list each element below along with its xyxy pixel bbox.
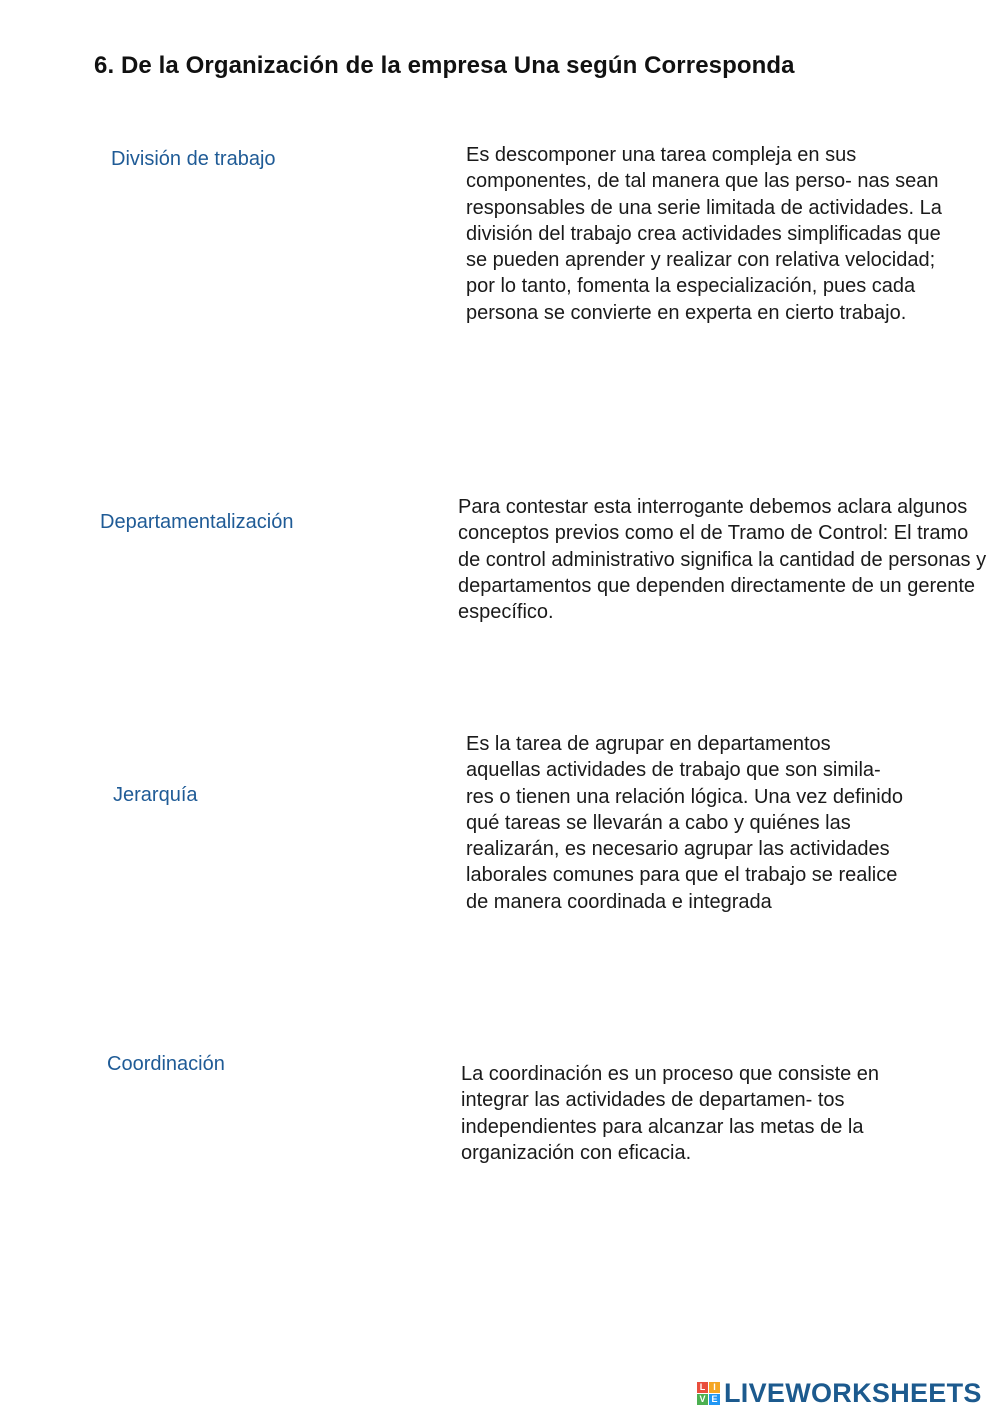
definition-2[interactable]: Para contestar esta interrogante debemos aclara algunos conceptos previos como el de Tramo de Control: El tramo de control administrativo significa la cantidad de personas y departamentos que dependen directamente de un gerente específico. — [458, 496, 987, 624]
term-departamentalizacion[interactable]: Departamentalización — [100, 511, 294, 533]
logo-mark-v: V — [697, 1394, 708, 1405]
logo-text: LIVEWORKSHEETS — [724, 1378, 982, 1408]
definition-3[interactable]: Es la tarea de agrupar en departamentos aquellas actividades de trabajo que son simila- res o tienen una relación lógica. Una vez definido qué tareas se llevarán a cabo y quiénes las realizarán, es necesario agrupar las actividades laborales comunes para que el trabajo se realice de manera coordinada e integrada — [466, 733, 903, 913]
liveworksheets-logo-icon — [697, 1382, 720, 1405]
definition-1[interactable]: Es descomponer una tarea compleja en sus componentes, de tal manera que las perso- nas sean responsables de una serie limitada de actividades. La división del trabajo crea actividades simplificadas que se pueden aprender y realizar con relativa velocidad; por lo tanto, fomenta la especialización, pues cada persona se convierte en experta en cierto trabajo. — [466, 144, 942, 324]
term-coordinacion[interactable]: Coordinación — [107, 1053, 225, 1075]
logo-mark-i: I — [709, 1382, 720, 1393]
logo-mark-l: L — [697, 1382, 708, 1393]
logo-mark-e: E — [709, 1394, 720, 1405]
term-division-de-trabajo[interactable]: División de trabajo — [111, 148, 276, 170]
definition-4[interactable]: La coordinación es un proceso que consiste en integrar las actividades de departamen- tos independientes para alcanzar las metas de la organización con eficacia. — [461, 1063, 880, 1164]
liveworksheets-logo — [697, 1378, 982, 1409]
term-jerarquia[interactable]: Jerarquía — [113, 784, 198, 806]
worksheet-title: 6. De la Organización de la empresa Una según Corresponda — [94, 52, 795, 79]
